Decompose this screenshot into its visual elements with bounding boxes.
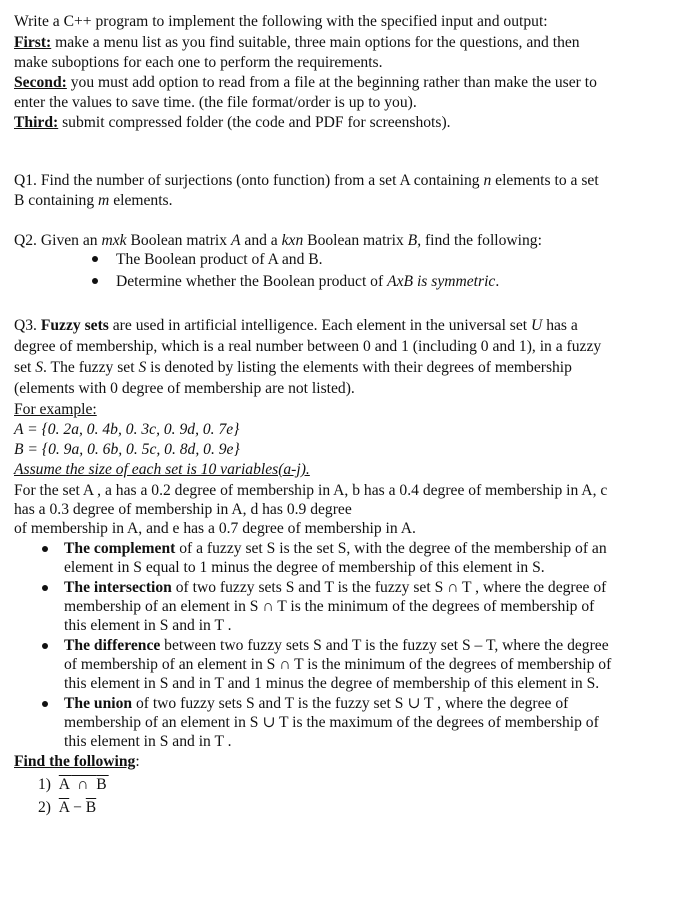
union-line-2: membership of an element in S ∪ T is the maximum of the degrees of membership of (64, 714, 599, 731)
third-label: Third: (14, 114, 59, 131)
set-a: A = {0. 2a, 0. 4b, 0. 3c, 0. 9d, 0. 7e} (14, 421, 240, 438)
q2-bullet-1: The Boolean product of A and B. (116, 251, 323, 268)
explanation-line-2: has a 0.3 degree of membership in A, d has 0.9 degree (14, 501, 352, 518)
example-heading: For example: (14, 401, 97, 418)
intro-first: First: make a menu list as you find suitable, three main options for the questions, and then (14, 34, 580, 51)
difference-line-3: this element in S and in T and 1 minus the degree of membership of this element in S. (64, 675, 600, 692)
find-heading: Find the following: (14, 753, 140, 770)
overline-group-1: A ∩ B (58, 776, 109, 793)
intro-second: Second: you must add option to read from a file at the beginning rather than make the user to (14, 74, 597, 91)
find-item-1: 1) A ∩ B (38, 776, 109, 793)
union-line-1: The union of two fuzzy sets S and T is the fuzzy set S ∪ T , where the degree of (64, 695, 569, 712)
difference-line-2: of membership of an element in S ∩ T is the minimum of the degrees of membership of (64, 656, 612, 673)
union-bullet-dot (42, 701, 48, 707)
difference-bullet-dot (42, 643, 48, 649)
intersection-line-1: The intersection of two fuzzy sets S and T is the fuzzy set S ∩ T , where the degree of (64, 579, 607, 596)
intro-line-1: Write a C++ program to implement the following with the specified input and output: (14, 13, 548, 30)
complement-line-2: element in S equal to 1 minus the degree of membership of this element in S. (64, 559, 545, 576)
second-label: Second: (14, 74, 67, 91)
explanation-line-3: of membership in A, and e has a 0.7 degree of membership in A. (14, 520, 416, 537)
q3-line-3: set S. The fuzzy set S is denoted by listing the elements with their degrees of membership (14, 359, 572, 376)
intersection-line-2: membership of an element in S ∩ T is the minimum of the degrees of membership of (64, 598, 595, 615)
q3-line-1: Q3. Fuzzy sets are used in artificial intelligence. Each element in the universal set U has a (14, 317, 578, 334)
complement-line-1: The complement of a fuzzy set S is the set S, with the degree of the membership of an (64, 540, 607, 557)
q2-bullet-dot-2 (92, 278, 98, 284)
intersection-bullet-dot (42, 585, 48, 591)
set-b: B = {0. 9a, 0. 6b, 0. 5c, 0. 8d, 0. 9e} (14, 441, 240, 458)
union-line-3: this element in S and in T . (64, 733, 232, 750)
q3-line-4: (elements with 0 degree of membership are not listed). (14, 380, 355, 397)
q2-bullet-dot-1 (92, 256, 98, 262)
intro-line-5: enter the values to save time. (the file format/order is up to you). (14, 94, 417, 111)
q2-bullet-2: Determine whether the Boolean product of AxB is symmetric. (116, 273, 500, 290)
complement-bullet-dot (42, 546, 48, 552)
intro-third: Third: submit compressed folder (the code and PDF for screenshots). (14, 114, 451, 131)
intersection-line-3: this element in S and in T . (64, 617, 232, 634)
find-item-2: 2) $\overline{A} - \overline{B}$ (38, 799, 97, 816)
q3-line-2: degree of membership, which is a real number between 0 and 1 (including 0 and 1), in a fuzzy (14, 338, 602, 355)
first-label: First: (14, 34, 52, 51)
q1-line-1: Q1. Find the number of surjections (onto function) from a set A containing n elements to a set (14, 172, 599, 189)
q2-line-1: Q2. Given an mxk Boolean matrix A and a kxn Boolean matrix B, find the following: (14, 232, 542, 249)
intro-line-3: make suboptions for each one to perform the requirements. (14, 54, 383, 71)
assume-note: Assume the size of each set is 10 variables(a-j). (14, 461, 310, 478)
explanation-line-1: For the set A , a has a 0.2 degree of membership in A, b has a 0.4 degree of membership in A, c (14, 482, 608, 499)
q1-line-2: B containing m elements. (14, 192, 173, 209)
difference-line-1: The difference between two fuzzy sets S and T is the fuzzy set S – T, where the degree (64, 637, 609, 654)
